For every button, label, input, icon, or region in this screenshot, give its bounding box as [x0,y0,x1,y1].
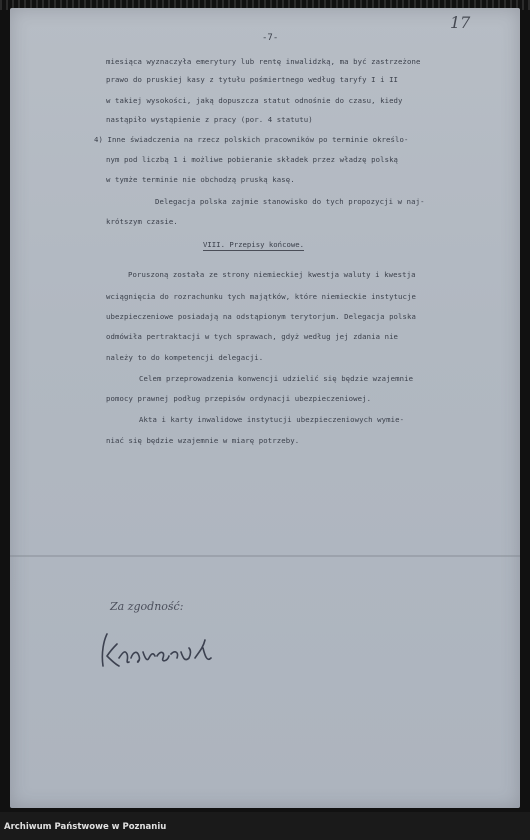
archive-name: Archiwum Państwowe w Poznaniu [4,822,167,832]
paper-fold-line [10,555,520,557]
body-line: prawo do pruskiej kasy z tytułu pośmiertnego według taryfy I i II [106,75,399,84]
archive-footer-bar [0,812,530,840]
body-line: 4) Inne świadczenia na rzecz polskich pracowników po terminie określo- [94,135,409,144]
body-line: miesiąca wyznaczyła emerytury lub rentę inwalidzką, ma być zastrzeżone [106,57,421,66]
body-line: Poruszoną została ze strony niemieckiej kwestja waluty i kwestja [128,270,416,279]
section-heading: VIII. Przepisy końcowe. [203,240,305,249]
body-line: w takiej wysokości, jaką dopuszcza statut odnośnie do czasu, kiedy [106,96,403,105]
body-line: krótszym czasie. [106,217,178,226]
body-line: odmówiła pertraktacji w tych sprawach, gdyż według jej zdania nie [106,332,399,341]
body-line: nastąpiło wystąpienie z pracy (por. 4 statutu) [106,115,313,124]
body-line: nym pod liczbą 1 i możliwe pobieranie składek przez władzę polską [106,155,399,164]
body-line: w tymże terminie nie obchodzą pruską kasę. [106,175,295,184]
handwritten-certification: Za zgodność: [110,600,184,613]
document-page [10,8,520,808]
body-line: wciągnięcia do rozrachunku tych majątków, które niemieckie instytucje [106,292,417,301]
body-line: Celem przeprowadzenia konwencji udzielić się będzie wzajemnie [139,374,414,383]
body-line: ubezpieczeniowe posiadają na odstąpionym terytorjum. Delegacja polska [106,312,417,321]
body-line: należy to do kompetencji delegacji. [106,353,264,362]
folio-number: 17 [450,13,471,32]
page-number: -7- [262,33,279,43]
body-line: niać się będzie wzajemnie w miarę potrzeby. [106,436,300,445]
body-line: Delegacja polska zajmie stanowisko do tych propozycji w naj- [155,197,425,206]
body-line: pomocy prawnej podług przepisów ordynacji ubezpieczeniowej. [106,394,372,403]
body-line: Akta i karty inwalidowe instytucji ubezpieczeniowych wymie- [139,415,405,424]
signature-image [95,628,235,674]
